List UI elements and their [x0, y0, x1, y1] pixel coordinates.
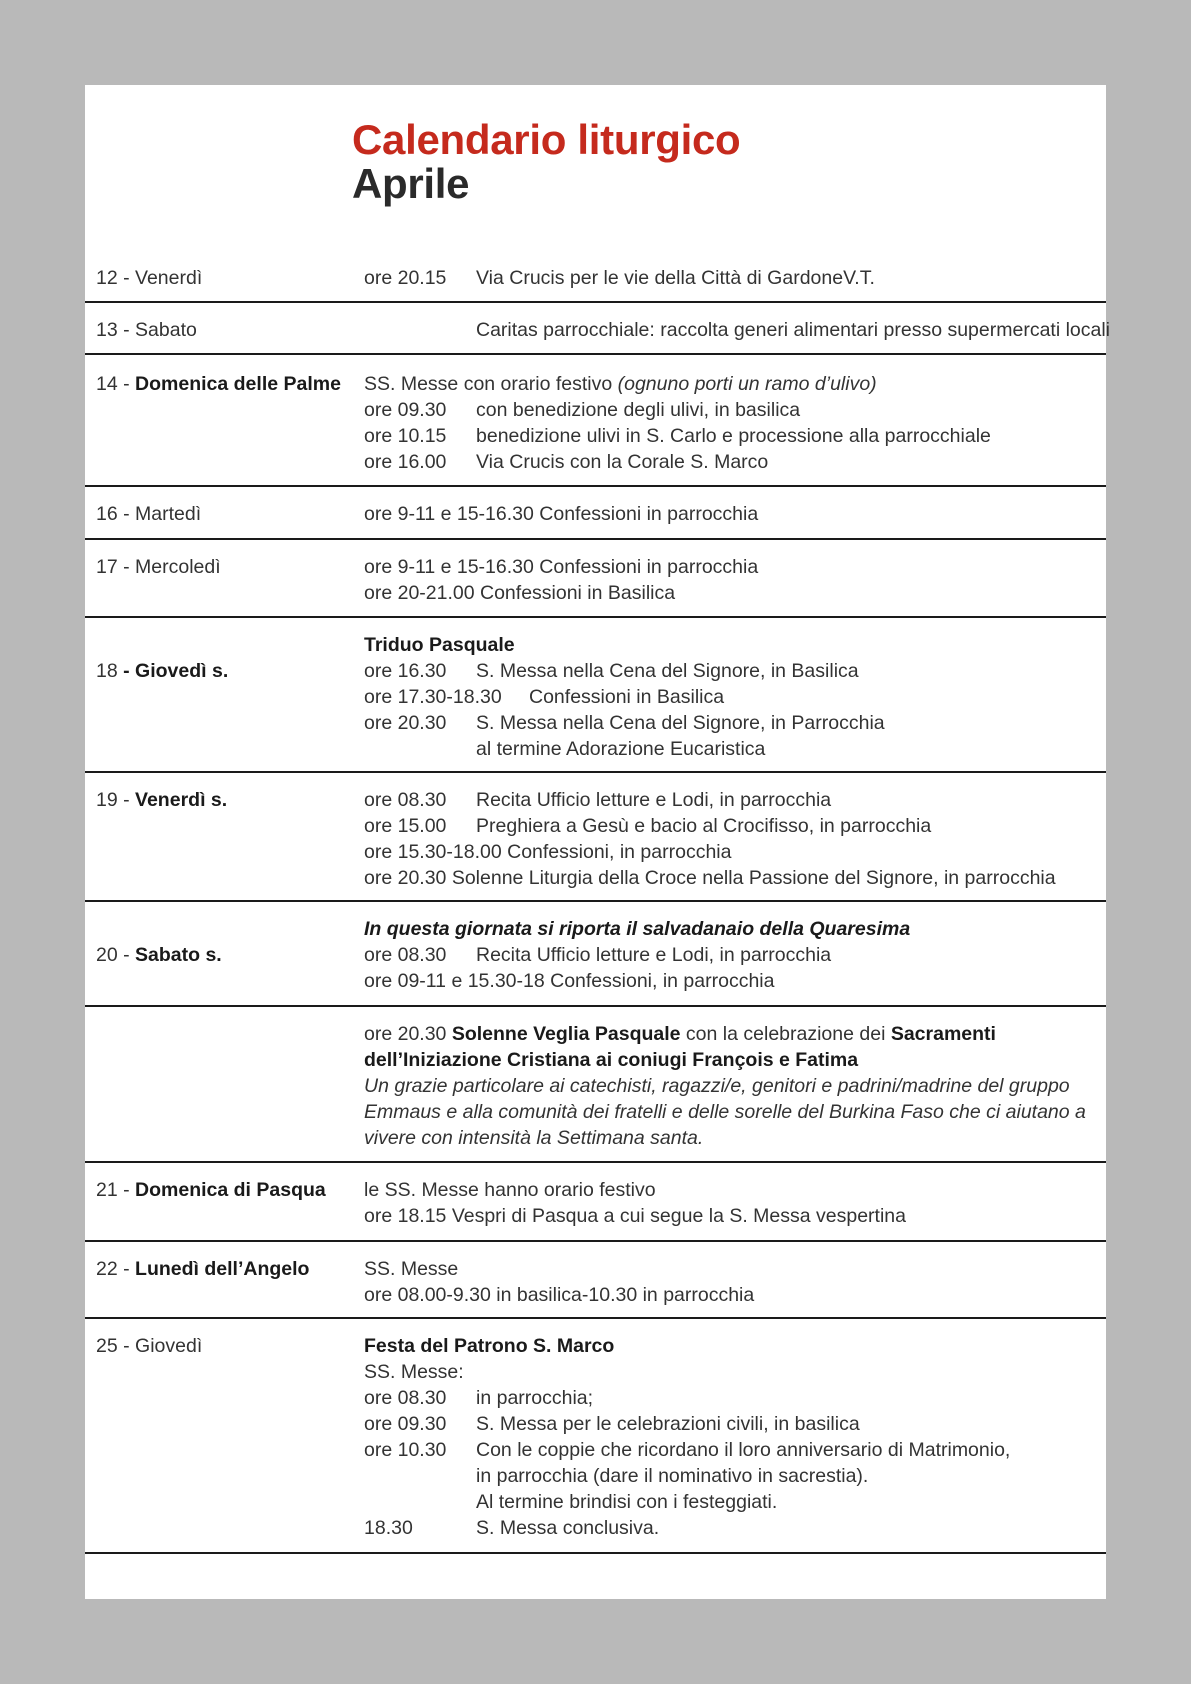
- row-content: [364, 1177, 1099, 1229]
- event-text: ore 18.15 Vespri di Pasqua a cui segue la S. Messa vespertina: [364, 1205, 906, 1227]
- table-row: [85, 355, 1106, 487]
- event-text: in parrocchia;: [476, 1387, 594, 1409]
- day-label: [96, 501, 201, 527]
- day-label: [96, 942, 222, 968]
- event-time: ore 09.30: [364, 399, 447, 421]
- event-title: Solenne Veglia Pasquale: [451, 1023, 681, 1045]
- row-content: [364, 1021, 1099, 1151]
- row-content: [364, 317, 1111, 343]
- event-text: Con le coppie che ricordano il loro anniversario di Matrimonio,: [476, 1439, 1011, 1461]
- event-text: Via Crucis per le vie della Città di GardoneV.T.: [476, 267, 875, 289]
- event-text: benedizione ulivi in S. Carlo e processione alla parrocchiale: [476, 425, 991, 447]
- day-name: - Giovedì s.: [123, 660, 229, 682]
- row-content: [364, 1256, 1099, 1308]
- row-content: [364, 554, 1099, 606]
- day-number: 12 -: [96, 267, 130, 289]
- event-text: Recita Ufficio letture e Lodi, in parrocchia: [476, 789, 832, 811]
- event-time: ore 10.15: [364, 425, 447, 447]
- section-heading: Festa del Patrono S. Marco: [364, 1335, 615, 1357]
- event-text: le SS. Messe hanno orario festivo: [364, 1179, 656, 1201]
- day-number: 20 -: [96, 944, 130, 966]
- table-row: [85, 773, 1106, 902]
- event-intro: SS. Messe:: [364, 1361, 464, 1383]
- thanks-note: Un grazie particolare ai catechisti, ragazzi/e, genitori e padrini/madrine del gruppo Emmaus e alla comunità dei fratelli e delle sorelle del Burkina Faso che ci aiutano a vivere con intensità la Settimana santa.: [364, 1075, 1086, 1149]
- table-row: [85, 902, 1106, 1007]
- day-label: [96, 317, 197, 343]
- event-time: ore 09.30: [364, 1413, 447, 1435]
- day-name: Venerdì: [135, 267, 203, 289]
- day-number: 18: [96, 660, 118, 682]
- event-intro: SS. Messe con orario festivo: [364, 373, 613, 395]
- event-text: ore 20.30 Solenne Liturgia della Croce nella Passione del Signore, in parrocchia: [364, 867, 1056, 889]
- event-time: ore 16.00: [364, 451, 447, 473]
- calendar-page: [85, 85, 1111, 1599]
- event-text: Confessioni in Basilica: [529, 686, 725, 708]
- day-name: Lunedì dell’Angelo: [135, 1258, 310, 1280]
- table-row: [85, 1319, 1106, 1554]
- day-label: [96, 1177, 326, 1203]
- day-label: [96, 1333, 202, 1359]
- event-time: ore 15.00: [364, 815, 447, 837]
- event-title: dell’Iniziazione Cristiana ai coniugi François e Fatima: [364, 1049, 859, 1071]
- day-label: [96, 658, 228, 684]
- event-time: ore 17.30-18.30: [364, 686, 502, 708]
- page-title: Calendario liturgico: [352, 116, 741, 163]
- event-note: (ognuno porti un ramo d’ulivo): [617, 373, 877, 395]
- table-row: [85, 1007, 1106, 1163]
- day-number: 14 -: [96, 373, 130, 395]
- event-time: 18.30: [364, 1517, 413, 1539]
- day-name: Venerdì s.: [135, 789, 228, 811]
- event-text: Al termine brindisi con i festeggiati.: [476, 1491, 778, 1513]
- event-text: Recita Ufficio letture e Lodi, in parrocchia: [476, 944, 832, 966]
- title-block: [352, 118, 740, 206]
- day-number: 21 -: [96, 1179, 130, 1201]
- event-time: ore 20.15: [364, 267, 447, 289]
- event-text: ore 09-11 e 15.30-18 Confessioni, in parrocchia: [364, 970, 775, 992]
- event-text: al termine Adorazione Eucaristica: [476, 738, 766, 760]
- row-content: [364, 632, 1099, 762]
- event-time: ore 08.30: [364, 789, 447, 811]
- row-content: [364, 501, 1099, 527]
- day-number: 13 -: [96, 319, 130, 341]
- day-number: 17 -: [96, 556, 130, 578]
- table-row: [85, 303, 1111, 355]
- row-content: [364, 265, 1099, 291]
- event-time: ore 20.30: [364, 1023, 452, 1045]
- event-title: Sacramenti: [890, 1023, 996, 1045]
- section-heading: In questa giornata si riporta il salvadanaio della Quaresima: [364, 918, 911, 940]
- event-time: ore 20.30: [364, 712, 447, 734]
- table-row: [85, 1242, 1106, 1319]
- day-name: Domenica delle Palme: [135, 373, 341, 395]
- row-content: [364, 787, 1099, 891]
- event-text: Via Crucis con la Corale S. Marco: [476, 451, 769, 473]
- event-text: ore 9-11 e 15-16.30 Confessioni in parrocchia: [364, 556, 759, 578]
- day-label: [96, 371, 341, 397]
- event-time: ore 08.30: [364, 1387, 447, 1409]
- day-number: 16 -: [96, 503, 130, 525]
- event-text: SS. Messe: [364, 1258, 459, 1280]
- event-text: S. Messa nella Cena del Signore, in Parrocchia: [476, 712, 885, 734]
- event-text: ore 20-21.00 Confessioni in Basilica: [364, 582, 676, 604]
- table-row: [85, 1163, 1106, 1242]
- day-name: Domenica di Pasqua: [135, 1179, 326, 1201]
- day-name: Sabato s.: [135, 944, 222, 966]
- day-number: 22 -: [96, 1258, 130, 1280]
- table-row: [85, 487, 1106, 540]
- day-name: Mercoledì: [135, 556, 221, 578]
- event-text: Caritas parrocchiale: raccolta generi alimentari presso supermercati locali: [476, 319, 1111, 341]
- event-time: ore 08.30: [364, 944, 447, 966]
- table-row: [85, 265, 1106, 303]
- event-text: ore 9-11 e 15-16.30 Confessioni in parrocchia: [364, 503, 759, 525]
- day-number: 25 -: [96, 1335, 130, 1357]
- section-heading: Triduo Pasquale: [364, 634, 515, 656]
- day-label: [96, 265, 202, 291]
- row-content: [364, 916, 1099, 994]
- table-row: [85, 540, 1106, 618]
- day-name: Sabato: [135, 319, 197, 341]
- day-label: [96, 787, 227, 813]
- row-content: [364, 1333, 1099, 1541]
- event-text: S. Messa conclusiva.: [476, 1517, 660, 1539]
- event-text: S. Messa nella Cena del Signore, in Basilica: [476, 660, 859, 682]
- event-text: ore 15.30-18.00 Confessioni, in parrocchia: [364, 841, 732, 863]
- day-name: Giovedì: [135, 1335, 203, 1357]
- event-text: ore 08.00-9.30 in basilica-10.30 in parrocchia: [364, 1284, 755, 1306]
- day-number: 19 -: [96, 789, 130, 811]
- event-time: ore 16.30: [364, 660, 447, 682]
- row-content: [364, 371, 1099, 475]
- event-text: S. Messa per le celebrazioni civili, in basilica: [476, 1413, 860, 1435]
- event-text: con la celebrazione dei: [680, 1023, 891, 1045]
- event-text: con benedizione degli ulivi, in basilica: [476, 399, 801, 421]
- day-label: [96, 1256, 309, 1282]
- page-subtitle: Aprile: [352, 160, 470, 207]
- day-name: Martedì: [135, 503, 202, 525]
- event-time: ore 10.30: [364, 1439, 447, 1461]
- table-row: [85, 618, 1106, 773]
- event-text: Preghiera a Gesù e bacio al Crocifisso, in parrocchia: [476, 815, 932, 837]
- day-label: [96, 554, 221, 580]
- event-text: in parrocchia (dare il nominativo in sacrestia).: [476, 1465, 869, 1487]
- calendar-table: [85, 265, 1111, 1554]
